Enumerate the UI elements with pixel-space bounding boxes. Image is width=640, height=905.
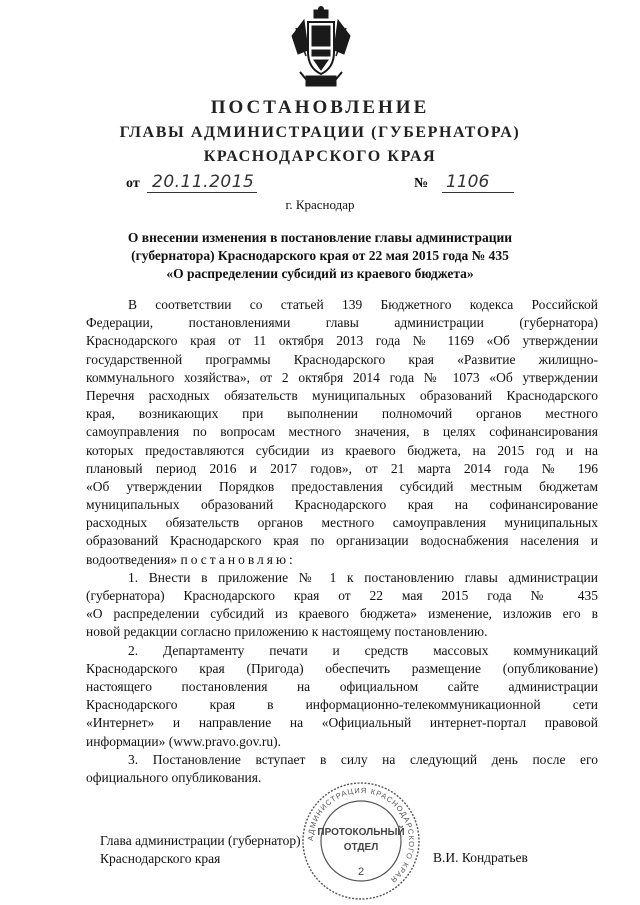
body-line: расходных обязательств органов местного самоуправления муниципальных: [86, 515, 598, 531]
number-prefix: №: [414, 176, 429, 191]
body-line: Краснодарского края в информационно-телекоммуникационной сети: [86, 697, 598, 713]
body-line: 2. Департаменту печати и средств массовых коммуникаций: [128, 642, 598, 658]
body-line: 3. Постановление вступает в силу на следующий день после его: [128, 751, 598, 767]
official-stamp: [298, 778, 424, 904]
body-line: «Об утверждении Порядков предоставления субсидий местным бюджетам: [86, 478, 598, 494]
body-line: края, возникающих при выполнении полномочий органов местного: [86, 406, 598, 422]
stamp-number: 2: [357, 866, 365, 878]
body-line: информации» (www.pravo.gov.ru).: [86, 733, 281, 749]
body-line: «Интернет» и направление на «Официальный интернет-портал правовой: [86, 715, 598, 731]
body-line: муниципальных образований Краснодарского края на софинансирование: [86, 497, 598, 513]
stamp-line-2: ОТДЕЛ: [343, 842, 379, 853]
title-line: О внесении изменения в постановление главы администрации: [127, 230, 513, 245]
handwritten-number: 1106: [446, 172, 490, 192]
body-line: Краснодарского края (Пригода) обеспечить размещение (опубликование): [86, 660, 598, 676]
stamp-ring-text: АДМИНИСТРАЦИЯ КРАСНОДАРСКОГО КРАЯ: [305, 785, 417, 886]
body-line-resolve: [86, 551, 598, 569]
issuer-heading: ГЛАВЫ АДМИНИСТРАЦИИ (ГУБЕРНАТОРА): [119, 124, 521, 141]
body-line: В соответствии со статьей 139 Бюджетного кодекса Российской: [128, 297, 598, 312]
body-line: Перечня расходных обязательств муниципальных образований Краснодарского: [86, 387, 598, 403]
date-prefix: от: [126, 176, 140, 191]
body-line: плановый период 2016 и 2017 годов», от 21 марта 2014 года № 196: [86, 460, 598, 476]
handwritten-date: 20.11.2015: [152, 172, 255, 192]
body-line: Краснодарского края от 11 октября 2013 года № 1169 «Об утверждении: [86, 333, 598, 349]
city-line: г. Краснодар: [285, 197, 355, 212]
date-underline: [147, 192, 257, 193]
body-line: Федерации, постановлениями главы администрации (губернатора): [86, 315, 598, 331]
signatory-title-line: Краснодарского края: [100, 851, 221, 866]
body-line: «О распределении субсидий из краевого бюджета» изменение, изложив его в: [86, 606, 598, 622]
body-line: коммунального хозяйства», от 2 октября 2014 года № 1073 «Об утверждении: [86, 369, 598, 385]
stamp-line-1: ПРОТОКОЛЬНЫЙ: [317, 827, 405, 838]
body-line: настоящего постановления на официальном сайте администрации: [86, 678, 598, 694]
date-number-line: [0, 172, 640, 198]
signatory-title: [100, 832, 301, 868]
document-body: [86, 296, 598, 787]
title-line: (губернатора) Краснодарского края от 22 мая 2015 года № 435: [131, 248, 509, 263]
body-line: образований Краснодарского края по организации водоснабжения населения и: [86, 533, 598, 549]
body-line-text: водоотведения»: [86, 551, 178, 567]
body-line: самоуправления по вопросам местного значения, в целях софинансирования: [86, 424, 598, 440]
document-title: [110, 229, 530, 283]
resolve-word: постановляю:: [180, 551, 296, 567]
body-line: 1. Внести в приложение № 1 к постановлению главы администрации: [128, 569, 598, 585]
region-heading: КРАСНОДАРСКОГО КРАЯ: [203, 148, 437, 165]
body-line: государственной программы Краснодарского края «Развитие жилищно-: [86, 351, 598, 367]
body-line: официального опубликования.: [86, 769, 262, 785]
body-line: которых предоставляются субсидии из краевого бюджета, на 2015 год и на: [86, 442, 598, 458]
body-line: новой редакции согласно приложению к настоящему постановлению.: [86, 624, 488, 640]
number-underline: [442, 192, 514, 193]
signatory-name: В.И. Кондратьев: [433, 850, 528, 865]
body-line: (губернатора) Краснодарского края от 22 мая 2015 года № 435: [86, 588, 598, 603]
coat-of-arms-icon: [290, 6, 352, 90]
title-line: «О распределении субсидий из краевого бюджета»: [166, 266, 474, 281]
document-type-heading: ПОСТАНОВЛЕНИЕ: [210, 97, 430, 118]
signatory-title-line: Глава администрации (губернатор): [100, 833, 301, 848]
